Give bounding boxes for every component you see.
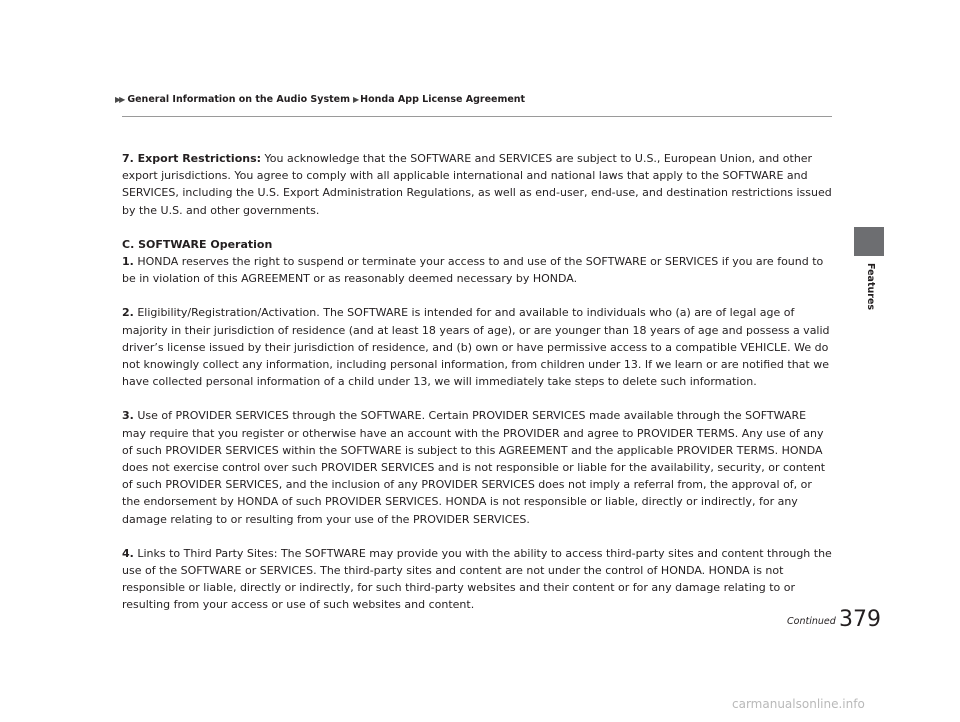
export-restrictions-heading: 7. Export Restrictions: xyxy=(122,152,262,165)
section-tab-label: Features xyxy=(865,263,876,311)
item-1-number: 1. xyxy=(122,255,134,269)
item-1-text: HONDA reserves the right to suspend or terminate your access to and use of the SOFTWARE or SERVICES if you are found to be in violation of this AGREEMENT or as reasonably deemed necessary by HONDA. xyxy=(122,255,824,286)
item-4-paragraph xyxy=(122,545,832,614)
breadcrumb-section[interactable]: General Information on the Audio System xyxy=(127,94,350,105)
watermark: carmanualsonline.info xyxy=(732,697,865,711)
item-2-text: Eligibility/Registration/Activation. The SOFTWARE is intended for and available to individuals who (a) are of legal age of majority in their jurisdiction of residence (and at least 18 years of age), or are younger than 18 years of age and possess a valid driver’s license issued by their jurisdiction of residence, and (b) own or have permissive access to a compatible VEHICLE. We do not knowingly collect any information, including personal information, from children under 13. If we learn or are notified that we have collected personal information of a child under 13, we will immediately take steps to delete such information. xyxy=(122,306,830,389)
breadcrumb-subsection[interactable]: Honda App License Agreement xyxy=(360,94,526,105)
page-number: 379 xyxy=(839,607,881,632)
section-c-heading: C. SOFTWARE Operation xyxy=(122,237,273,251)
item-3-number: 3. xyxy=(122,409,134,423)
item-1-paragraph xyxy=(122,253,832,287)
breadcrumb xyxy=(115,94,525,105)
header-divider xyxy=(122,116,832,117)
page-body xyxy=(122,150,832,631)
item-4-text: Links to Third Party Sites: The SOFTWARE may provide you with the ability to access third-party sites and content through the use of the SOFTWARE or SERVICES. The third-party sites and content are not under the control of HONDA. HONDA is not responsible or liable, directly or indirectly, for such third-party websites and their content or for any damage relating to or resulting from your access or use of such websites and content. xyxy=(122,546,832,612)
item-3-paragraph xyxy=(122,407,832,527)
section-tab[interactable] xyxy=(854,227,884,256)
arrow-icon: ▶ xyxy=(353,95,358,104)
item-2-paragraph xyxy=(122,304,832,390)
continued-label: Continued xyxy=(787,616,836,627)
export-restrictions-paragraph xyxy=(122,150,832,219)
item-4-number: 4. xyxy=(122,546,134,560)
export-restrictions-text: You acknowledge that the SOFTWARE and SERVICES are subject to U.S., European Union, and other export jurisdictions. You agree to comply with all applicable international and national laws that apply to the SOFTWARE and SERVICES, including the U.S. Export Administration Regulations, as well as end-user, end-use, and destination restrictions issued by the U.S. and other governments. xyxy=(122,152,832,217)
item-3-text: Use of PROVIDER SERVICES through the SOFTWARE. Certain PROVIDER SERVICES made available through the SOFTWARE may require that you register or otherwise have an account with the PROVIDER and agree to PROVIDER TERMS. Any use of any of such PROVIDER SERVICES within the SOFTWARE is subject to this AGREEMENT and the applicable PROVIDER TERMS. HONDA does not exercise control over such PROVIDER SERVICES and is not responsible or liable for the availability, security, or content of such PROVIDER SERVICES, and the inclusion of any PROVIDER SERVICES does not imply a referral from, the approval of, or the endorsement by HONDA of such PROVIDER SERVICES. HONDA is not responsible or liable, directly or indirectly, for any damage relating to or resulting from your use of the PROVIDER SERVICES. xyxy=(122,409,826,526)
double-arrow-icon: ▶▶ xyxy=(115,95,124,104)
item-2-number: 2. xyxy=(122,306,134,320)
